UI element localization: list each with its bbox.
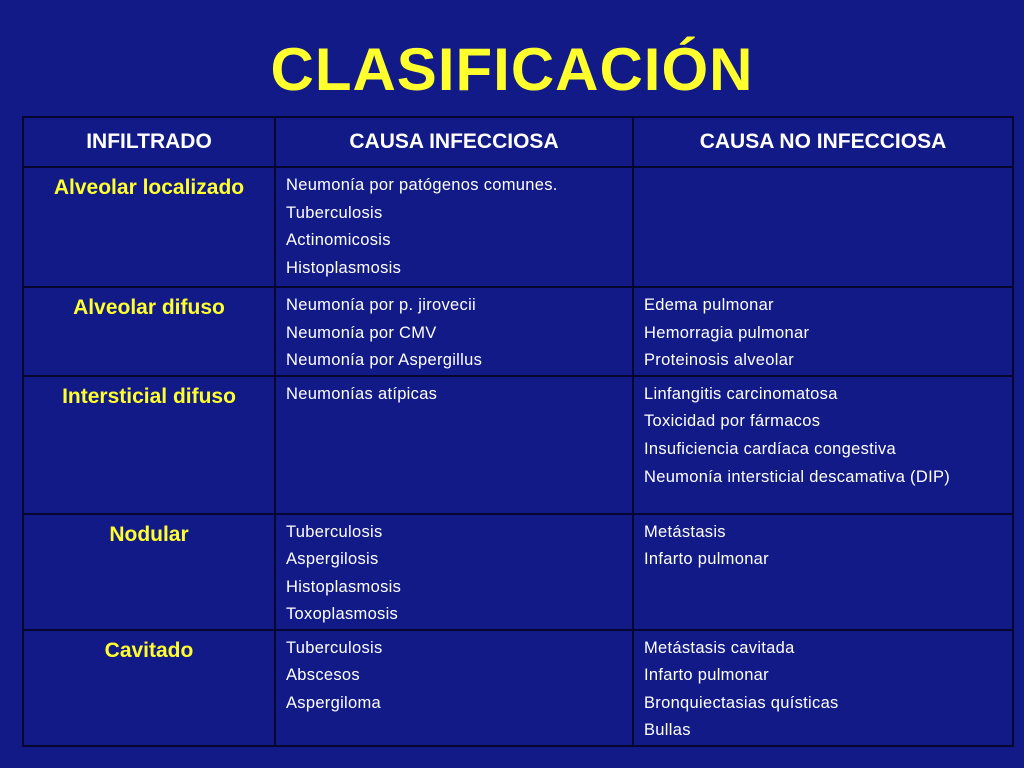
infecciosa-cell — [275, 287, 633, 376]
list-item: Infarto pulmonar — [644, 550, 769, 568]
table-row — [23, 167, 1013, 287]
list-item: Linfangitis carcinomatosa — [644, 384, 838, 403]
infecciosa-cell — [275, 376, 633, 514]
classification-table — [22, 116, 1014, 747]
list-item: Bullas — [644, 721, 691, 739]
table-row — [23, 514, 1013, 630]
list-item: Histoplasmosis — [286, 577, 402, 596]
list-item: Actinomicosis — [286, 231, 391, 249]
row-label-nodular: Nodular — [23, 514, 275, 630]
infecciosa-cell — [275, 514, 633, 630]
list-item: Infarto pulmonar — [644, 666, 769, 684]
infecciosa-cell — [275, 167, 633, 287]
list-item: Tuberculosis — [286, 638, 383, 657]
no-infecciosa-cell — [633, 287, 1013, 376]
list-item: Neumonía por CMV — [286, 323, 437, 342]
list-item: Insuficiencia cardíaca congestiva — [644, 439, 897, 458]
row-label-alveolar-localizado: Alveolar localizado — [23, 167, 275, 287]
infecciosa-cell — [275, 630, 633, 746]
list-item: Toxicidad por fármacos — [644, 412, 821, 430]
list-item: Edema pulmonar — [644, 296, 774, 314]
header-causa-infecciosa: CAUSA INFECCIOSA — [275, 117, 633, 167]
list-item: Tuberculosis — [286, 522, 383, 541]
list-item: Proteinosis alveolar — [644, 351, 794, 369]
list-item: Metástasis — [644, 522, 726, 541]
list-item: Abscesos — [286, 666, 360, 684]
row-label-cavitado: Cavitado — [23, 630, 275, 746]
table-row — [23, 287, 1013, 376]
list-item: Histoplasmosis — [286, 258, 402, 277]
table-row — [23, 630, 1013, 746]
list-item: Tuberculosis — [286, 203, 383, 222]
row-label-intersticial-difuso: Intersticial difuso — [23, 376, 275, 514]
row-label-alveolar-difuso: Alveolar difuso — [23, 287, 275, 376]
list-item: Metástasis cavitada — [644, 638, 795, 657]
list-item: Neumonía por Aspergillus — [286, 351, 483, 369]
no-infecciosa-cell — [633, 630, 1013, 746]
table-row — [23, 376, 1013, 514]
header-infiltrado: INFILTRADO — [23, 117, 275, 167]
header-causa-no-infecciosa: CAUSA NO INFECCIOSA — [633, 117, 1013, 167]
no-infecciosa-cell — [633, 376, 1013, 514]
header-row — [23, 117, 1013, 167]
list-item: Neumonía por patógenos comunes. — [286, 176, 558, 194]
list-item: Aspergilosis — [286, 550, 379, 568]
list-item: Bronquiectasias quísticas — [644, 693, 839, 712]
no-infecciosa-cell — [633, 514, 1013, 630]
list-item: Aspergiloma — [286, 693, 382, 712]
slide-title: CLASIFICACIÓN — [270, 36, 754, 103]
list-item: Neumonías atípicas — [286, 384, 438, 403]
list-item: Neumonía por p. jirovecii — [286, 296, 476, 314]
list-item: Toxoplasmosis — [286, 605, 399, 623]
list-item: Neumonía intersticial descamativa (DIP) — [644, 468, 951, 486]
no-infecciosa-cell — [633, 167, 1013, 287]
list-item: Hemorragia pulmonar — [644, 323, 810, 342]
